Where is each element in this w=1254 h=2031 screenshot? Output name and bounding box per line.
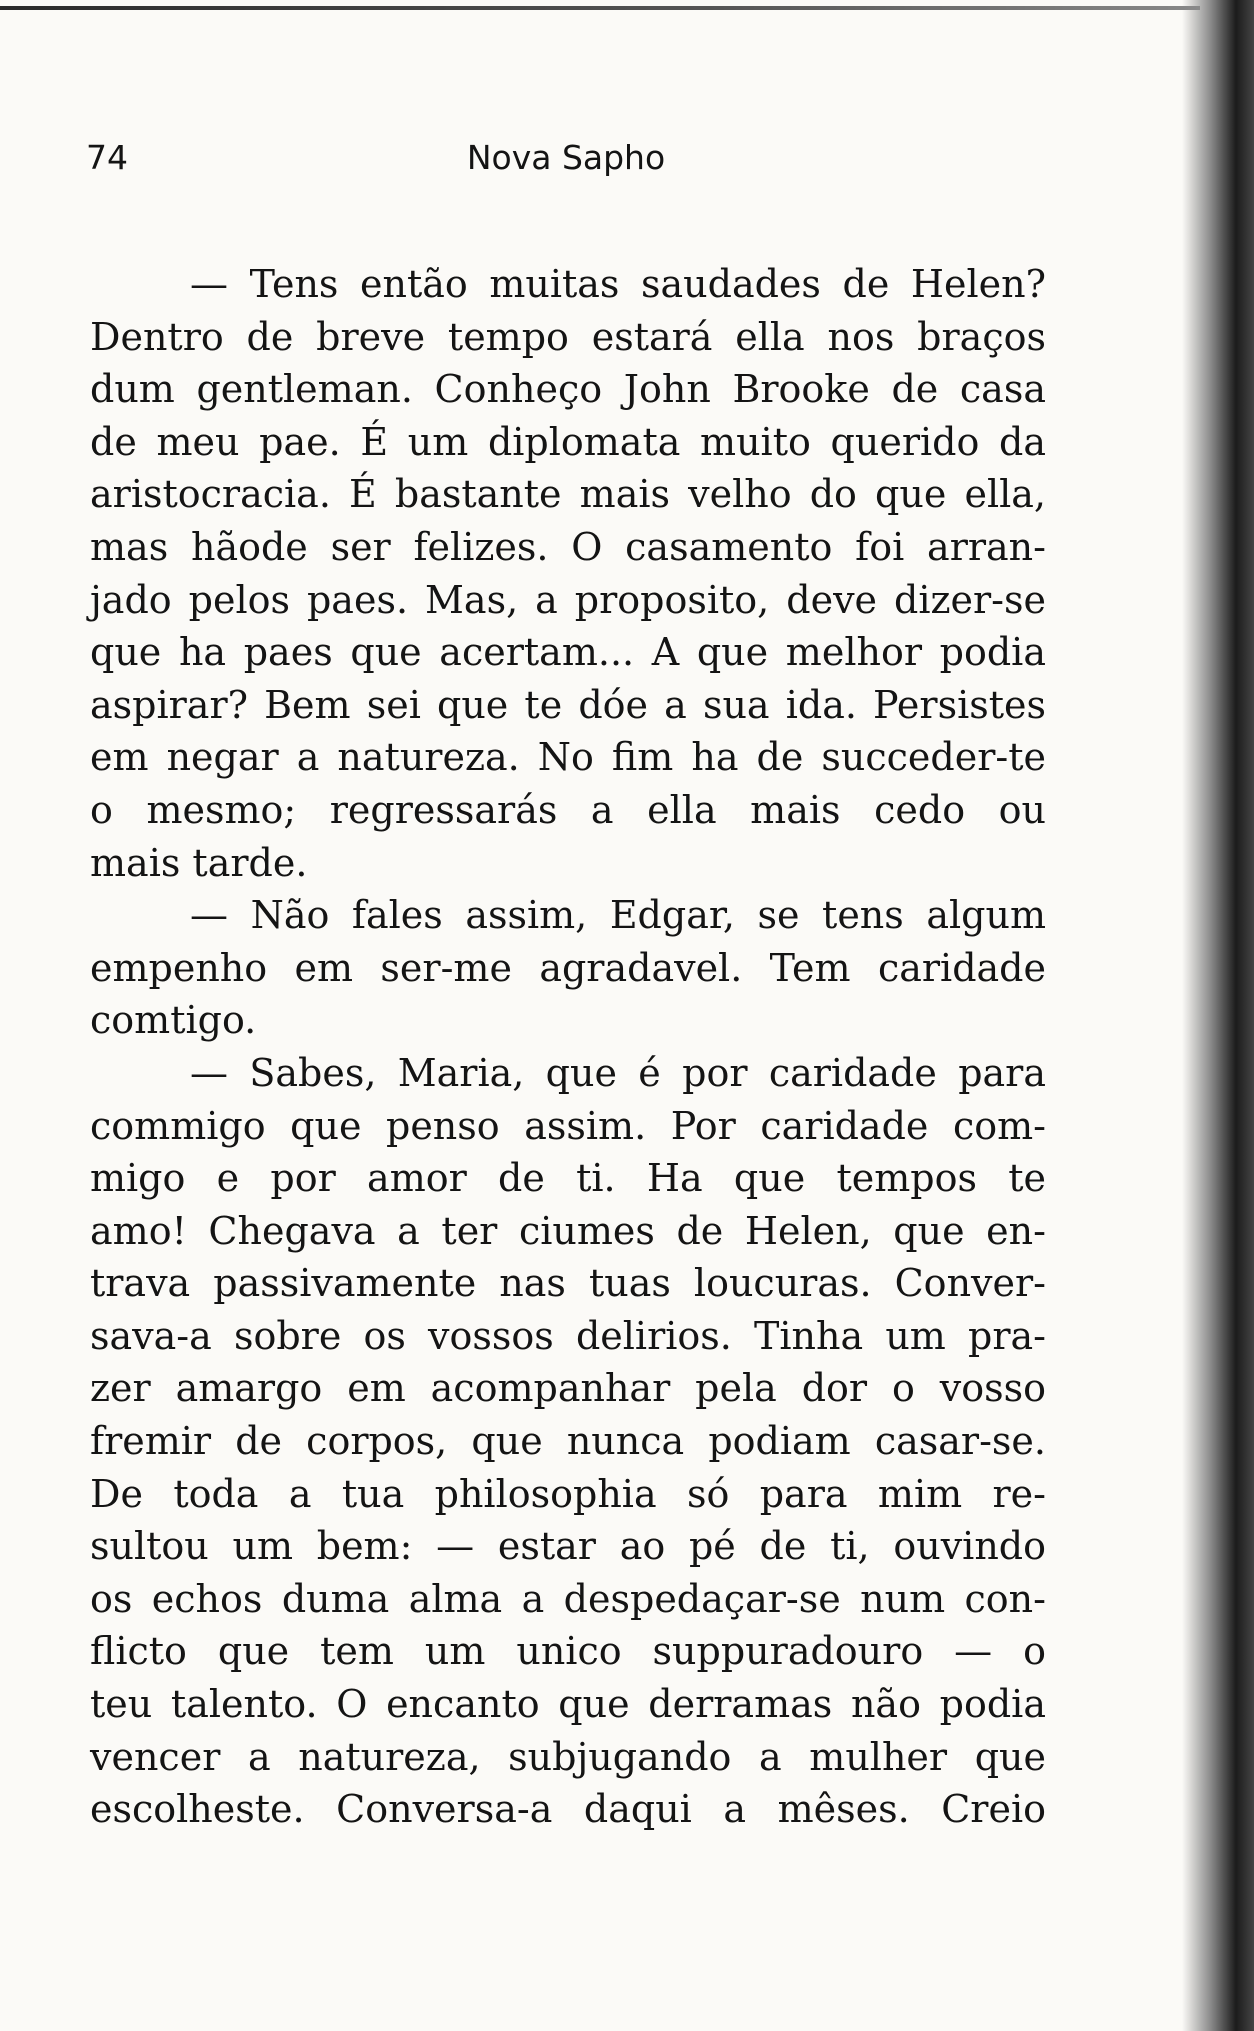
text-line: que ha paes que acertam... A que melhor podia <box>90 630 1046 675</box>
text-line: mas hãode ser felizes. O casamento foi arran- <box>90 524 1046 569</box>
text-line: amo! Chegava a ter ciumes de Helen, que en- <box>90 1208 1046 1253</box>
top-edge-rule <box>0 6 1200 10</box>
text-line: trava passivamente nas tuas loucuras. Conver- <box>90 1261 1046 1306</box>
text-line: aristocracia. É bastante mais velho do que ella, <box>90 472 1046 517</box>
body-text <box>90 258 1046 1836</box>
text-line: jado pelos paes. Mas, a proposito, deve dizer-se <box>90 577 1046 622</box>
text-line: sultou um bem: — estar ao pé de ti, ouvindo <box>90 1524 1046 1569</box>
text-line: zer amargo em acompanhar pela dor o vosso <box>90 1366 1046 1411</box>
text-line: migo e por amor de ti. Ha que tempos te <box>90 1156 1046 1201</box>
text-line: em negar a natureza. No fim ha de succeder-te <box>90 735 1046 780</box>
text-line: — Não fales assim, Edgar, se tens algum <box>190 893 1046 938</box>
text-line: flicto que tem um unico suppuradouro — o <box>90 1629 1046 1674</box>
running-title: Nova Sapho <box>466 138 666 177</box>
text-line: — Tens então muitas saudades de Helen? <box>190 262 1046 306</box>
text-line: comtigo. <box>90 998 257 1043</box>
text-line: De toda a tua philosophia só para mim re- <box>90 1471 1046 1516</box>
text-line: Dentro de breve tempo estará ella nos braços <box>90 314 1046 359</box>
text-line: vencer a natureza, subjugando a mulher que <box>90 1734 1046 1779</box>
text-line: fremir de corpos, que nunca podiam casar-se. <box>90 1419 1046 1464</box>
text-line: empenho em ser-me agradavel. Tem caridade <box>90 945 1046 990</box>
page-header <box>86 138 1046 188</box>
text-line: os echos duma alma a despedaçar-se num con- <box>90 1576 1046 1621</box>
page-number: 74 <box>86 138 128 177</box>
text-line: escolheste. Conversa-a daqui a mêses. Creio <box>90 1787 1046 1832</box>
text-line: dum gentleman. Conheço John Brooke de casa <box>90 367 1046 412</box>
text-line: mais tarde. <box>90 840 308 885</box>
text-line: sava-a sobre os vossos delirios. Tinha um pra- <box>90 1313 1046 1358</box>
book-spine-shadow <box>1182 0 1254 2031</box>
text-line: de meu pae. É um diplomata muito querido da <box>90 419 1046 464</box>
text-line: — Sabes, Maria, que é por caridade para <box>190 1050 1046 1095</box>
text-line: commigo que penso assim. Por caridade com- <box>90 1103 1046 1148</box>
text-line: teu talento. O encanto que derramas não podia <box>90 1682 1046 1727</box>
text-line: o mesmo; regressarás a ella mais cedo ou <box>90 787 1046 832</box>
text-line: aspirar? Bem sei que te dóe a sua ida. Persistes <box>90 682 1046 727</box>
